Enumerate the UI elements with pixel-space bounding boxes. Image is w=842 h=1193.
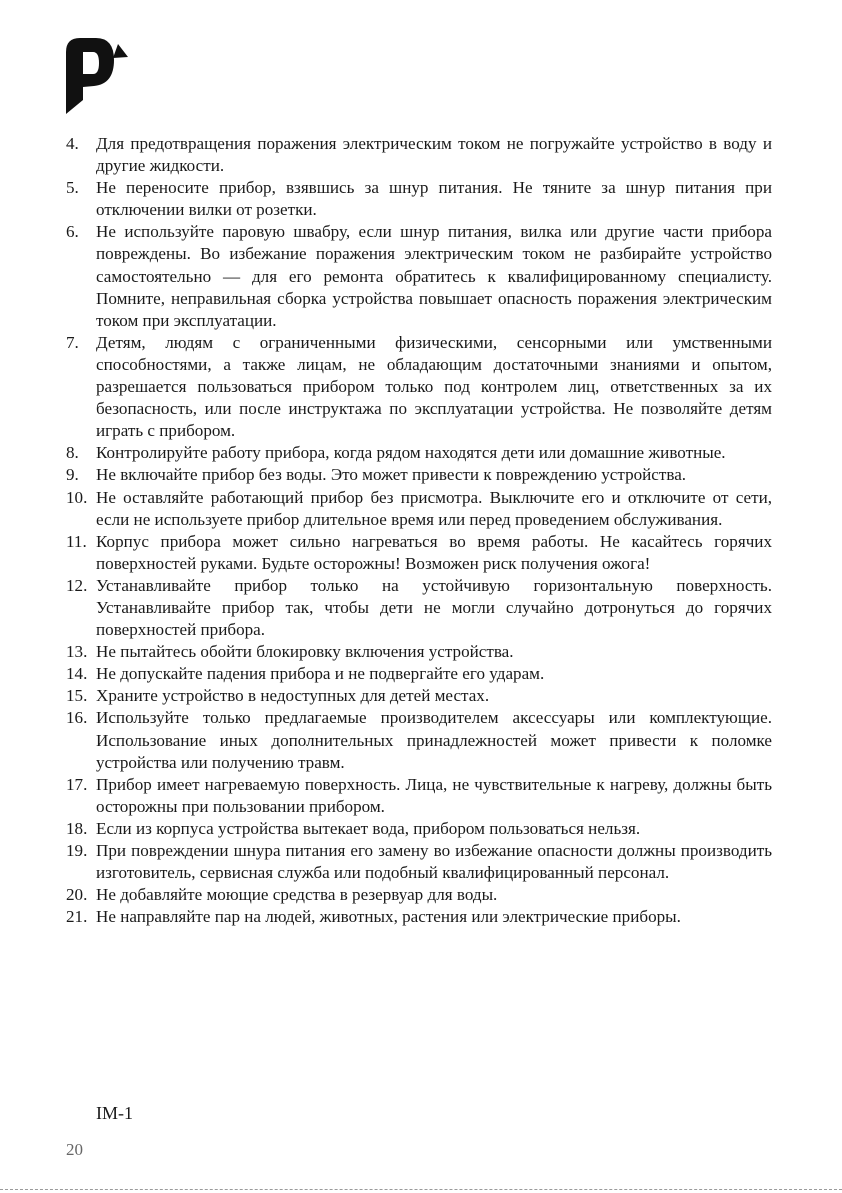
list-item <box>66 464 772 486</box>
item-number: 7. <box>66 332 79 352</box>
list-item <box>66 663 772 685</box>
model-label: IM-1 <box>96 1103 133 1123</box>
item-number: 8. <box>66 443 79 463</box>
item-text: Не допускайте падения прибора и не подвергайте его ударам. <box>96 664 545 684</box>
list-item <box>66 442 772 464</box>
bottom-divider <box>0 1189 842 1190</box>
item-number: 11. <box>66 531 87 551</box>
item-text: Детям, людям с ограниченными физическими, сенсорными или умственными способностями, а также лицам, не обладающим достаточными знаниями и опытом, разрешается пользоваться прибором только под контролем лиц, ответственных за их безопасность, или после инструктажа по эксплуатации устройства. Не позволяйте детям играть с прибором. <box>96 332 772 441</box>
item-number: 13. <box>66 642 88 662</box>
item-number: 12. <box>66 575 88 595</box>
list-item <box>66 840 772 884</box>
item-number: 19. <box>66 841 88 860</box>
item-text: Не добавляйте моющие средства в резервуар для воды. <box>96 885 498 905</box>
safety-instructions-list <box>66 133 772 928</box>
item-text: Не включайте прибор без воды. Это может привести к повреждению устройства. <box>96 465 687 485</box>
item-number: 5. <box>66 178 79 198</box>
list-item <box>66 487 772 531</box>
item-number: 10. <box>66 487 88 507</box>
item-text: Не оставляйте работающий прибор без присмотра. Выключите его и отключите от сети, если не используете прибор длительное время или перед проведением обслуживания. <box>96 487 772 529</box>
item-text: Не переносите прибор, взявшись за шнур питания. Не тяните за шнур питания при отключении вилки от розетки. <box>96 178 772 220</box>
page-number: 20 <box>66 1140 83 1159</box>
item-text: Устанавливайте прибор только на устойчивую горизонтальную поверхность. Устанавливайте прибор так, чтобы дети не могли случайно дотронуться до горячих поверхностей прибора. <box>96 575 772 640</box>
item-text: Используйте только предлагаемые производителем аксессуары или комплектующие. Использование иных дополнительных принадлежностей может привести к поломке устройства или получению травм. <box>96 708 772 772</box>
item-text: Не используйте паровую швабру, если шнур питания, вилка или другие части прибора повреждены. Во избежание поражения электрическим током не разбирайте устройство самостоятельно — для его ремонта обратитесь к квалифицированному специалисту. Помните, неправильная сборка устройства повышает опасность поражения электрическим током при эксплуатации. <box>96 222 772 330</box>
item-number: 14. <box>66 664 88 684</box>
list-item <box>66 884 772 906</box>
item-number: 6. <box>66 222 79 242</box>
item-number: 20. <box>66 885 88 905</box>
list-item <box>66 707 772 773</box>
list-item <box>66 332 772 442</box>
item-text: Не пытайтесь обойти блокировку включения устройства. <box>96 642 514 662</box>
list-item <box>66 575 772 641</box>
list-item <box>66 685 772 707</box>
item-text: Корпус прибора может сильно нагреваться во время работы. Не касайтесь горячих поверхностей руками. Будьте осторожны! Возможен риск получения ожога! <box>96 531 772 573</box>
item-text: При повреждении шнура питания его замену во избежание опасности должны производить изготовитель, сервисная служба или подобный квалифицированный персонал. <box>96 841 772 883</box>
list-item <box>66 221 772 331</box>
item-number: 9. <box>66 465 79 485</box>
list-item <box>66 177 772 221</box>
list-item <box>66 774 772 818</box>
list-item <box>66 531 772 575</box>
list-item <box>66 906 772 928</box>
item-number: 18. <box>66 818 88 838</box>
list-item <box>66 641 772 663</box>
item-text: Храните устройство в недоступных для детей местах. <box>96 686 490 706</box>
item-number: 21. <box>66 907 88 927</box>
item-text: Для предотвращения поражения электрическим током не погружайте устройство в воду и другие жидкости. <box>96 134 772 176</box>
item-number: 4. <box>66 134 79 153</box>
item-text: Прибор имеет нагреваемую поверхность. Лица, не чувствительные к нагреву, должны быть осторожны при пользовании прибором. <box>96 774 772 816</box>
list-item <box>66 818 772 840</box>
item-text: Контролируйте работу прибора, когда рядом находятся дети или домашние животные. <box>96 443 726 463</box>
item-number: 16. <box>66 708 88 728</box>
item-number: 15. <box>66 686 88 706</box>
item-text: Не направляйте пар на людей, животных, растения или электрические приборы. <box>96 907 681 927</box>
brand-logo-icon <box>66 38 128 114</box>
item-text: Если из корпуса устройства вытекает вода, прибором пользоваться нельзя. <box>96 818 641 838</box>
item-number: 17. <box>66 774 88 794</box>
list-item <box>66 133 772 177</box>
